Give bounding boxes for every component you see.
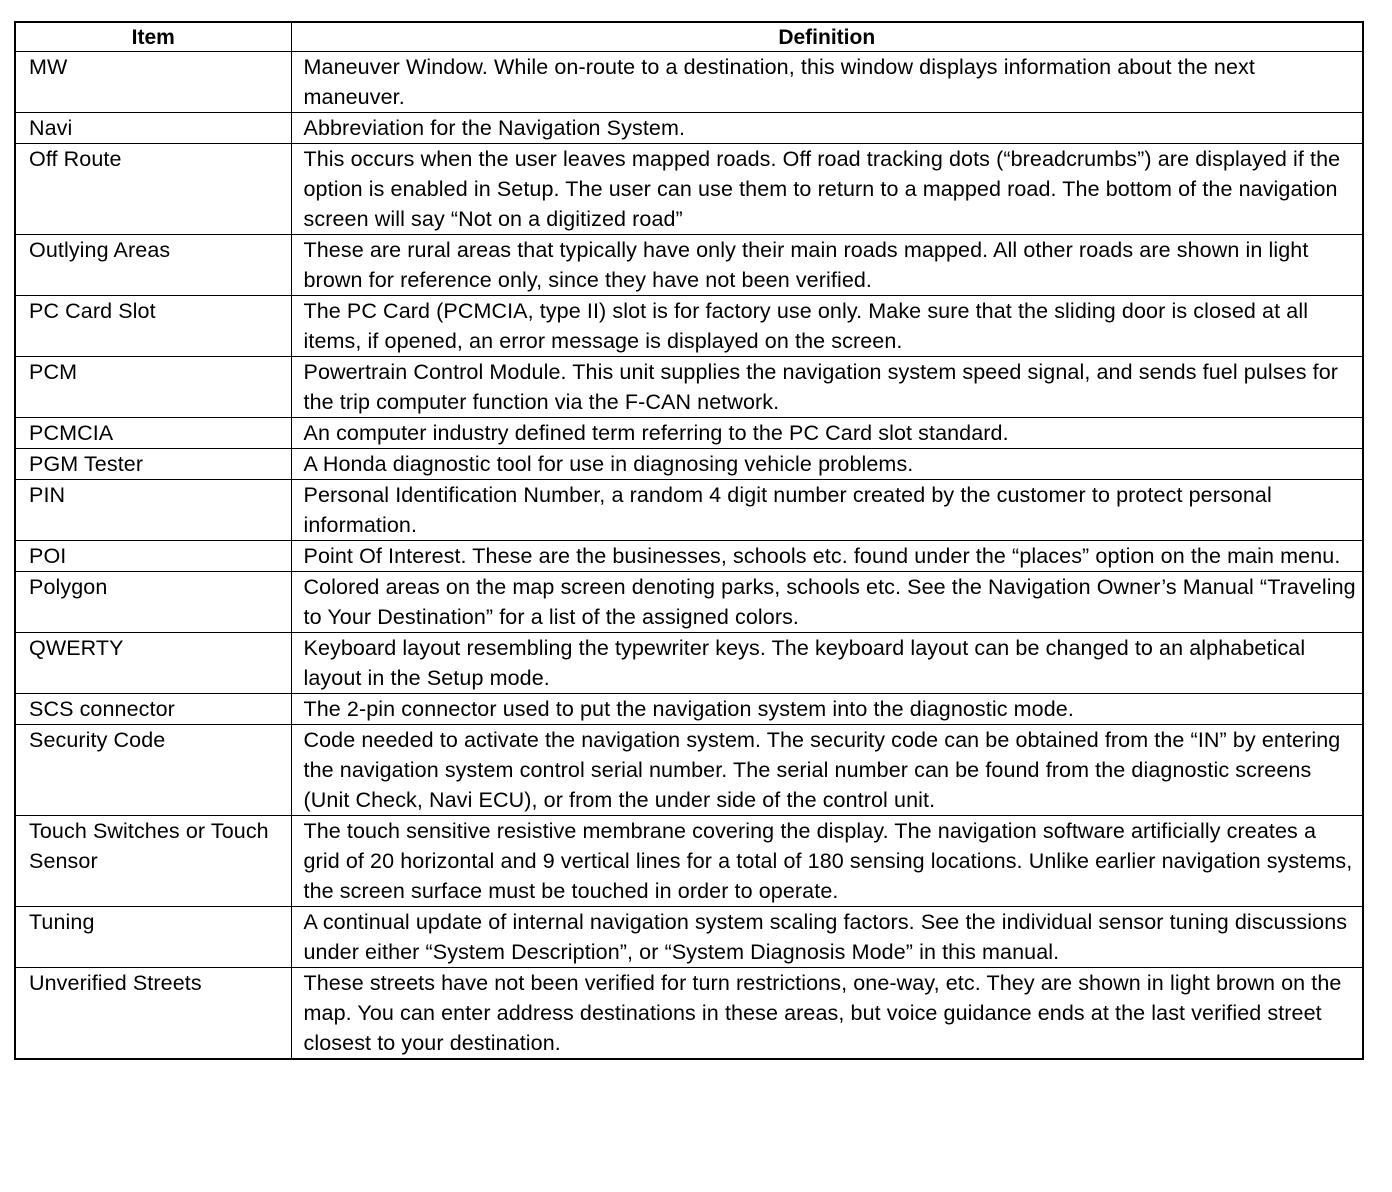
definition-cell: Maneuver Window. While on-route to a destination, this window displays information about the next maneuver. — [291, 52, 1363, 113]
table-row — [15, 725, 1363, 816]
term-cell: Off Route — [15, 144, 291, 235]
term-cell: SCS connector — [15, 694, 291, 725]
term-cell: MW — [15, 52, 291, 113]
definition-cell: Point Of Interest. These are the businesses, schools etc. found under the “places” option on the main menu. — [291, 541, 1363, 572]
table-row — [15, 541, 1363, 572]
definition-cell: Abbreviation for the Navigation System. — [291, 113, 1363, 144]
table-row — [15, 296, 1363, 357]
definition-cell: These streets have not been verified for turn restrictions, one-way, etc. They are shown in light brown on the map. You can enter address destinations in these areas, but voice guidance ends at the last verified street closest to your destination. — [291, 968, 1363, 1060]
term-cell: PGM Tester — [15, 449, 291, 480]
definition-cell: The touch sensitive resistive membrane covering the display. The navigation software artificially creates a grid of 20 horizontal and 9 vertical lines for a total of 180 sensing locations. Unlike earlier navigation systems, the screen surface must be touched in order to operate. — [291, 816, 1363, 907]
table-row — [15, 694, 1363, 725]
table-row — [15, 449, 1363, 480]
table-row — [15, 480, 1363, 541]
definition-cell: The 2-pin connector used to put the navigation system into the diagnostic mode. — [291, 694, 1363, 725]
table-row — [15, 52, 1363, 113]
term-cell: Tuning — [15, 907, 291, 968]
table-row — [15, 816, 1363, 907]
table-row — [15, 113, 1363, 144]
column-header-item: Item — [15, 22, 291, 52]
definition-cell: Code needed to activate the navigation system. The security code can be obtained from the “IN” by entering the navigation system control serial number. The serial number can be found from the diagnostic screens (Unit Check, Navi ECU), or from the under side of the control unit. — [291, 725, 1363, 816]
term-cell: Security Code — [15, 725, 291, 816]
table-row — [15, 907, 1363, 968]
definition-cell: Keyboard layout resembling the typewriter keys. The keyboard layout can be changed to an alphabetical layout in the Setup mode. — [291, 633, 1363, 694]
definition-cell: A continual update of internal navigation system scaling factors. See the individual sensor tuning discussions under either “System Description”, or “System Diagnosis Mode” in this manual. — [291, 907, 1363, 968]
definition-cell: A Honda diagnostic tool for use in diagnosing vehicle problems. — [291, 449, 1363, 480]
term-cell: Navi — [15, 113, 291, 144]
table-header — [15, 22, 1363, 52]
header-row — [15, 22, 1363, 52]
term-cell: PCMCIA — [15, 418, 291, 449]
table-row — [15, 633, 1363, 694]
table-row — [15, 418, 1363, 449]
definition-cell: An computer industry defined term referring to the PC Card slot standard. — [291, 418, 1363, 449]
definition-cell: These are rural areas that typically have only their main roads mapped. All other roads are shown in light brown for reference only, since they have not been verified. — [291, 235, 1363, 296]
table-row — [15, 144, 1363, 235]
definition-cell: This occurs when the user leaves mapped roads. Off road tracking dots (“breadcrumbs”) are displayed if the option is enabled in Setup. The user can use them to return to a mapped road. The bottom of the navigation screen will say “Not on a digitized road” — [291, 144, 1363, 235]
table-row — [15, 572, 1363, 633]
term-cell: PC Card Slot — [15, 296, 291, 357]
term-cell: PIN — [15, 480, 291, 541]
table-body — [15, 52, 1363, 1060]
definition-cell: Powertrain Control Module. This unit supplies the navigation system speed signal, and sends fuel pulses for the trip computer function via the F-CAN network. — [291, 357, 1363, 418]
definition-cell: Colored areas on the map screen denoting parks, schools etc. See the Navigation Owner’s Manual “Traveling to Your Destination” for a list of the assigned colors. — [291, 572, 1363, 633]
definition-cell: The PC Card (PCMCIA, type II) slot is for factory use only. Make sure that the sliding door is closed at all items, if opened, an error message is displayed on the screen. — [291, 296, 1363, 357]
term-cell: Polygon — [15, 572, 291, 633]
term-cell: Unverified Streets — [15, 968, 291, 1060]
column-header-definition: Definition — [291, 22, 1363, 52]
term-cell: PCM — [15, 357, 291, 418]
term-cell: Touch Switches or Touch Sensor — [15, 816, 291, 907]
table-row — [15, 357, 1363, 418]
glossary-table — [14, 21, 1364, 1060]
term-cell: POI — [15, 541, 291, 572]
table-row — [15, 968, 1363, 1060]
term-cell: QWERTY — [15, 633, 291, 694]
definition-cell: Personal Identification Number, a random 4 digit number created by the customer to protect personal information. — [291, 480, 1363, 541]
term-cell: Outlying Areas — [15, 235, 291, 296]
table-row — [15, 235, 1363, 296]
